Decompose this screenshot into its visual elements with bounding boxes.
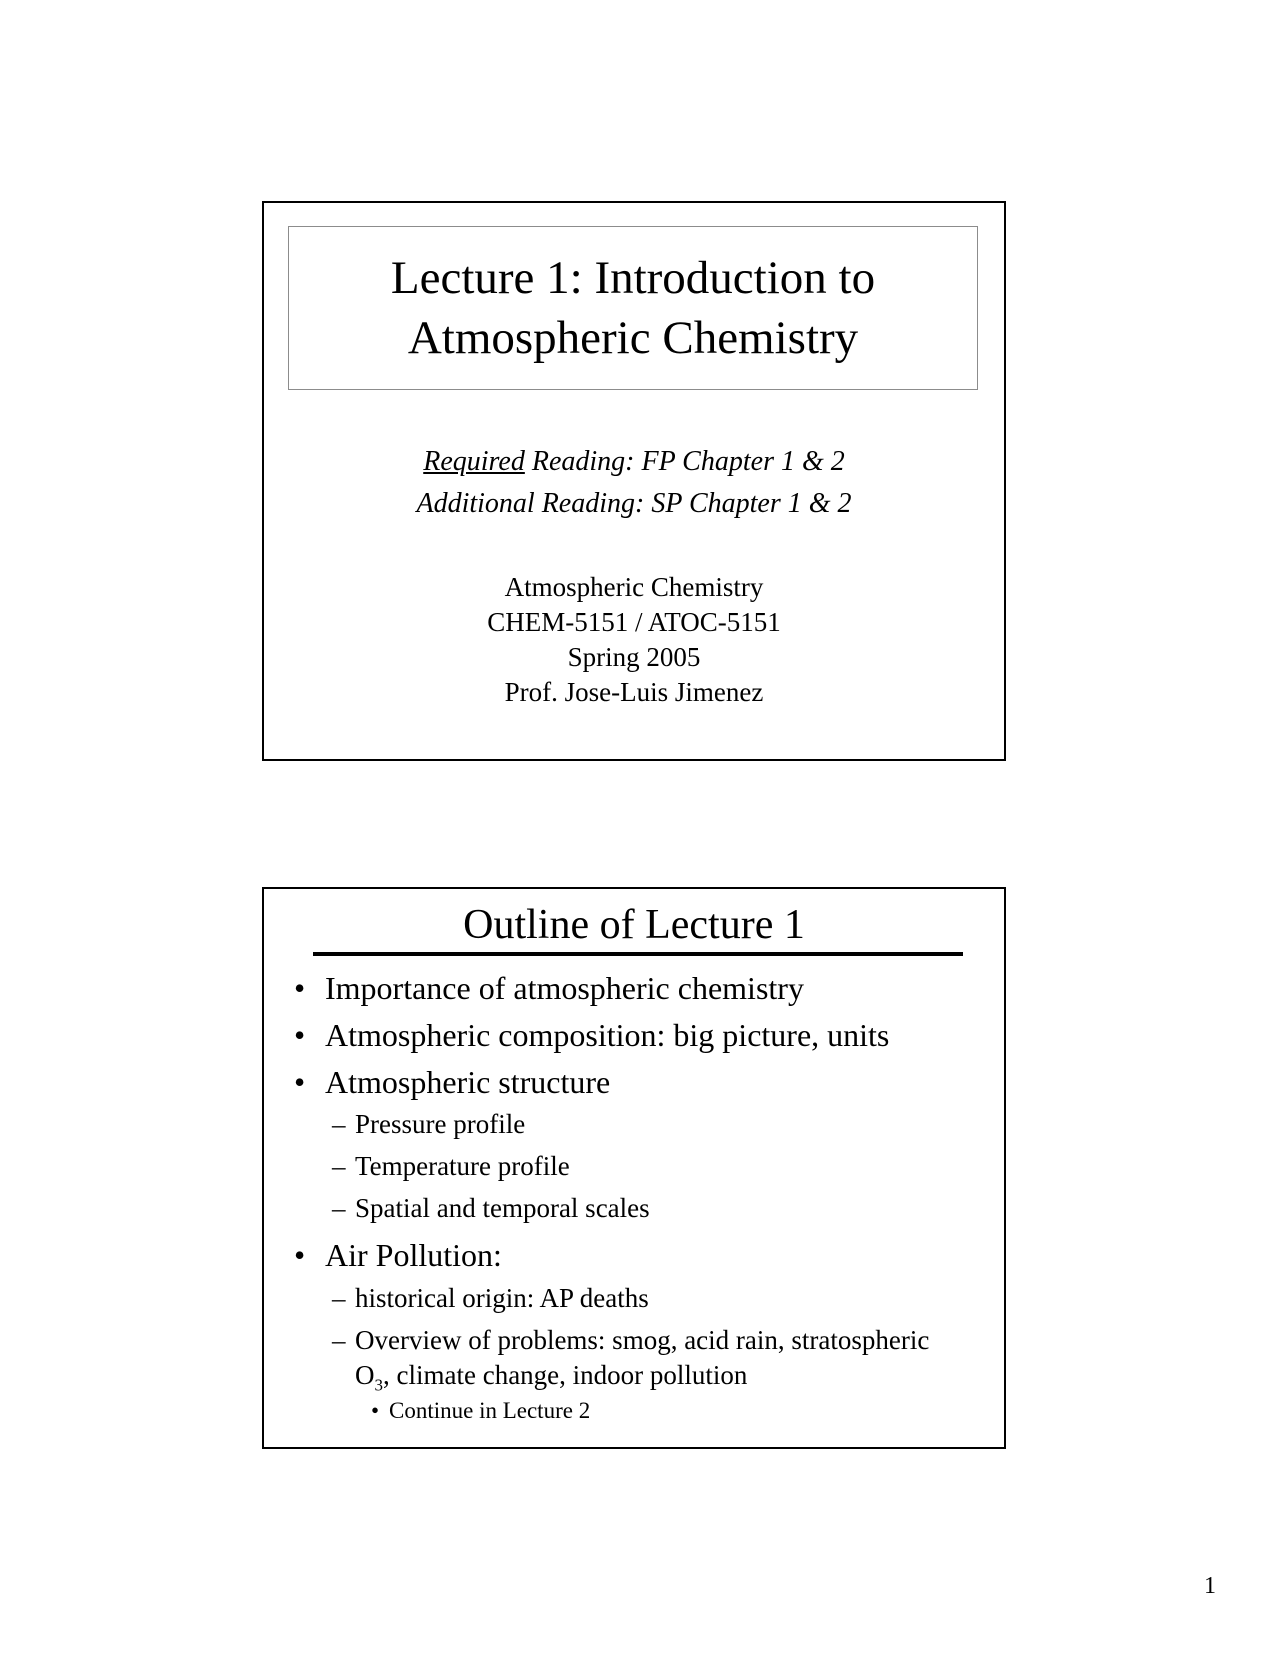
lecture-title-line-2: Atmospheric Chemistry <box>407 312 859 364</box>
additional-reading: Additional Reading: SP Chapter 1 & 2 <box>416 488 852 519</box>
sub-bullet-text: Spatial and temporal scales <box>355 1193 650 1223</box>
outline-slide <box>262 887 1006 1449</box>
bullet-item <box>294 1062 610 1102</box>
sub-sub-bullet-item <box>371 1397 590 1425</box>
lecture-title <box>391 248 875 368</box>
ozone-subscript: 3 <box>374 1375 383 1395</box>
bullet-dot-icon: • <box>294 1237 306 1273</box>
sub-bullet-text: historical origin: AP deaths <box>355 1283 649 1313</box>
page-number: 1 <box>1204 1573 1216 1599</box>
sub-bullet-item <box>332 1323 929 1357</box>
course-info <box>264 570 1004 710</box>
sub-bullet-text: Overview of problems: smog, acid rain, stratospheric <box>355 1325 930 1355</box>
course-code: CHEM-5151 / ATOC-5151 <box>487 607 781 637</box>
bullet-text: Air Pollution: <box>325 1237 502 1273</box>
lecture-title-line-1: Lecture 1: Introduction to <box>390 252 876 304</box>
dash-icon: – <box>332 1325 346 1355</box>
title-slide <box>262 201 1006 761</box>
bullet-dot-icon: • <box>294 1064 306 1100</box>
course-name: Atmospheric Chemistry <box>504 572 764 602</box>
outline-title: Outline of Lecture 1 <box>463 902 805 948</box>
bullet-item <box>294 968 804 1008</box>
required-reading-text: Reading: FP Chapter 1 & 2 <box>524 446 845 477</box>
course-term: Spring 2005 <box>567 642 701 672</box>
required-reading <box>264 445 1004 479</box>
bullet-item <box>294 1235 502 1275</box>
bullet-text: Importance of atmospheric chemistry <box>325 970 804 1006</box>
sub-bullet-text: Temperature profile <box>355 1151 570 1181</box>
sub-bullet-text: , climate change, indoor pollution <box>383 1360 748 1390</box>
course-instructor: Prof. Jose-Luis Jimenez <box>504 677 764 707</box>
required-word: Required <box>423 446 525 477</box>
dash-icon: – <box>332 1193 346 1223</box>
dash-icon: – <box>332 1109 346 1139</box>
sub-bullet-item <box>332 1149 570 1183</box>
sub-bullet-item <box>332 1107 525 1141</box>
sub-bullet-item <box>332 1191 650 1225</box>
bullet-text: Atmospheric composition: big picture, units <box>325 1017 890 1053</box>
dash-icon: – <box>332 1283 346 1313</box>
bullet-item <box>294 1015 889 1055</box>
bullet-dot-icon: • <box>294 1017 306 1053</box>
dash-icon: – <box>332 1151 346 1181</box>
title-box <box>288 226 978 390</box>
ozone-symbol: O <box>355 1360 375 1390</box>
sub-sub-bullet-text: Continue in Lecture 2 <box>389 1398 591 1423</box>
sub-bullet-text: Pressure profile <box>355 1109 526 1139</box>
sub-bullet-item <box>332 1281 649 1315</box>
sub-bullet-continuation <box>355 1358 748 1395</box>
bullet-dot-icon: • <box>371 1398 380 1423</box>
bullet-text: Atmospheric structure <box>325 1064 611 1100</box>
bullet-dot-icon: • <box>294 970 306 1006</box>
title-underline <box>313 952 963 956</box>
